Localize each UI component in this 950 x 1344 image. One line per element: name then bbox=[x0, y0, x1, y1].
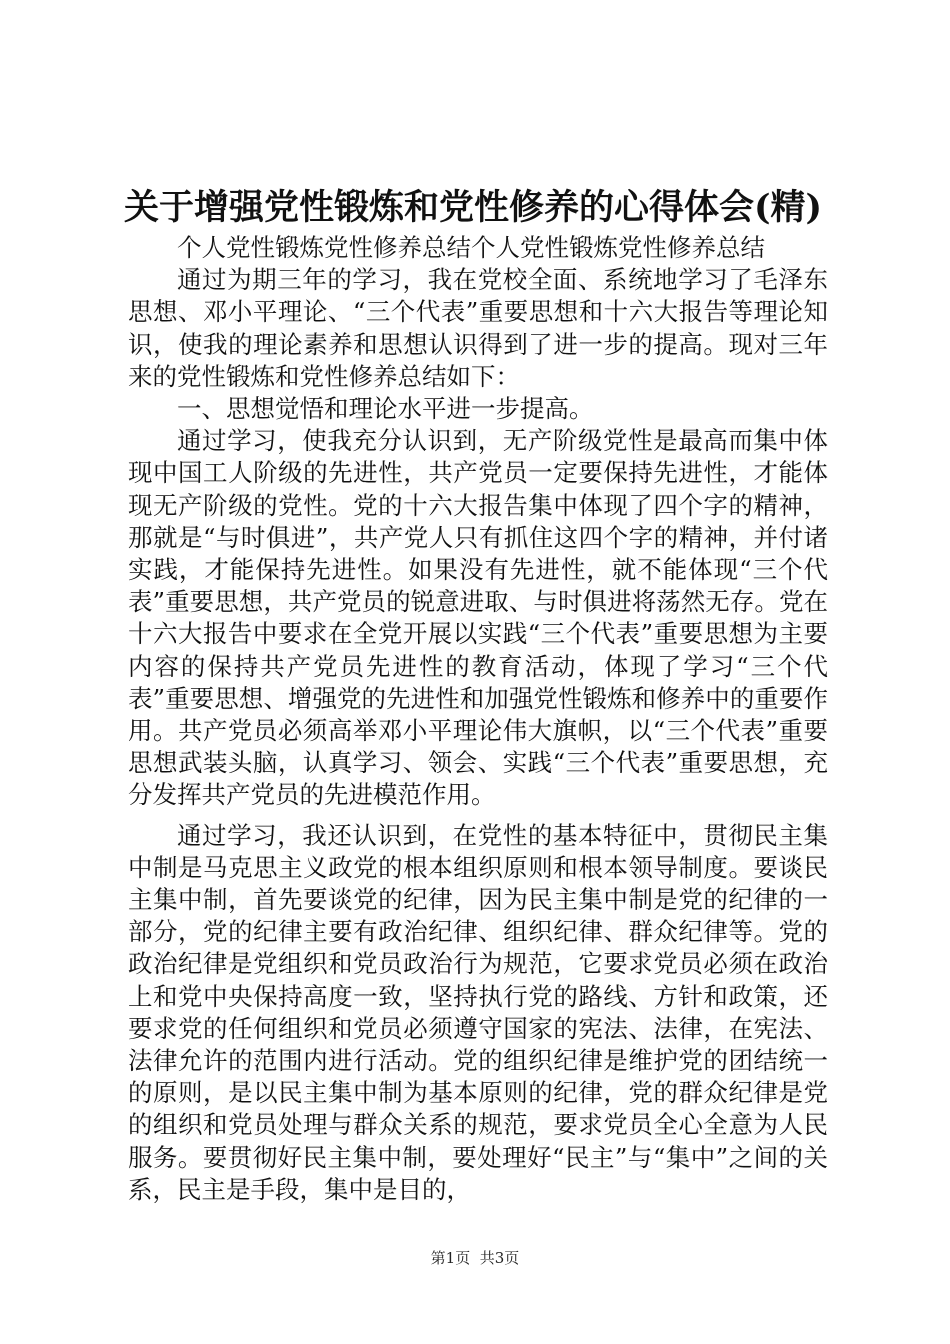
paragraph-intro: 通过为期三年的学习，我在党校全面、系统地学习了毛泽东思想、邓小平理论、“三个代表”重要思想和十六大报告等理论知识，使我的理论素养和思想认识得到了进一步的提高。现对三年来的党性锻炼和党性修养总结如下： bbox=[128, 265, 828, 391]
page-number: 第1页 bbox=[430, 1249, 471, 1267]
document-body bbox=[128, 232, 828, 1206]
page-total: 共3页 bbox=[479, 1249, 520, 1267]
paragraph-subtitle: 个人党性锻炼党性修养总结个人党性锻炼党性修养总结 bbox=[177, 233, 765, 262]
paragraph-body: 通过学习，我还认识到，在党性的基本特征中，贯彻民主集中制是马克思主义政党的根本组织原则和根本领导制度。要谈民主集中制，首先要谈党的纪律，因为民主集中制是党的纪律的一部分，党的纪律主要有政治纪律、组织纪律、群众纪律等。党的政治纪律是党组织和党员政治行为规范，它要求党员必须在政治上和党中央保持高度一致，坚持执行党的路线、方针和政策，还要求党的任何组织和党员必须遵守国家的宪法、法律，在宪法、法律允许的范围内进行活动。党的组织纪律是维护党的团结统一的原则，是以民主集中制为基本原则的纪律，党的群众纪律是党的组织和党员处理与群众关系的规范，要求党员全心全意为人民服务。要贯彻好民主集中制，要处理好“民主”与“集中”之间的关系，民主是手段，集中是目的， bbox=[128, 820, 828, 1204]
paragraph-body: 通过学习，使我充分认识到，无产阶级党性是最高而集中体现中国工人阶级的先进性，共产党员一定要保持先进性，才能体现无产阶级的党性。党的十六大报告集中体现了四个字的精神，那就是“与时俱进”，共产党人只有抓住这四个字的精神，并付诸实践，才能保持先进性。如果没有先进性，就不能体现“三个代表”重要思想，共产党员的锐意进取、与时俱进将荡然无存。党在十六大报告中要求在全党开展以实践“三个代表”重要思想为主要内容的保持共产党员先进性的教育活动，体现了学习“三个代表”重要思想、增强党的先进性和加强党性锻炼和修养中的重要作用。共产党员必须高举邓小平理论伟大旗帜，以“三个代表”重要思想武装头脑，认真学习、领会、实践“三个代表”重要思想，充分发挥共产党员的先进模范作用。 bbox=[128, 426, 828, 810]
section-heading: 一、思想觉悟和理论水平进一步提高。 bbox=[177, 394, 594, 424]
document-title: 关于增强党性锻炼和党性修养的心得体会(精) bbox=[124, 187, 823, 228]
page-footer bbox=[0, 1248, 950, 1268]
